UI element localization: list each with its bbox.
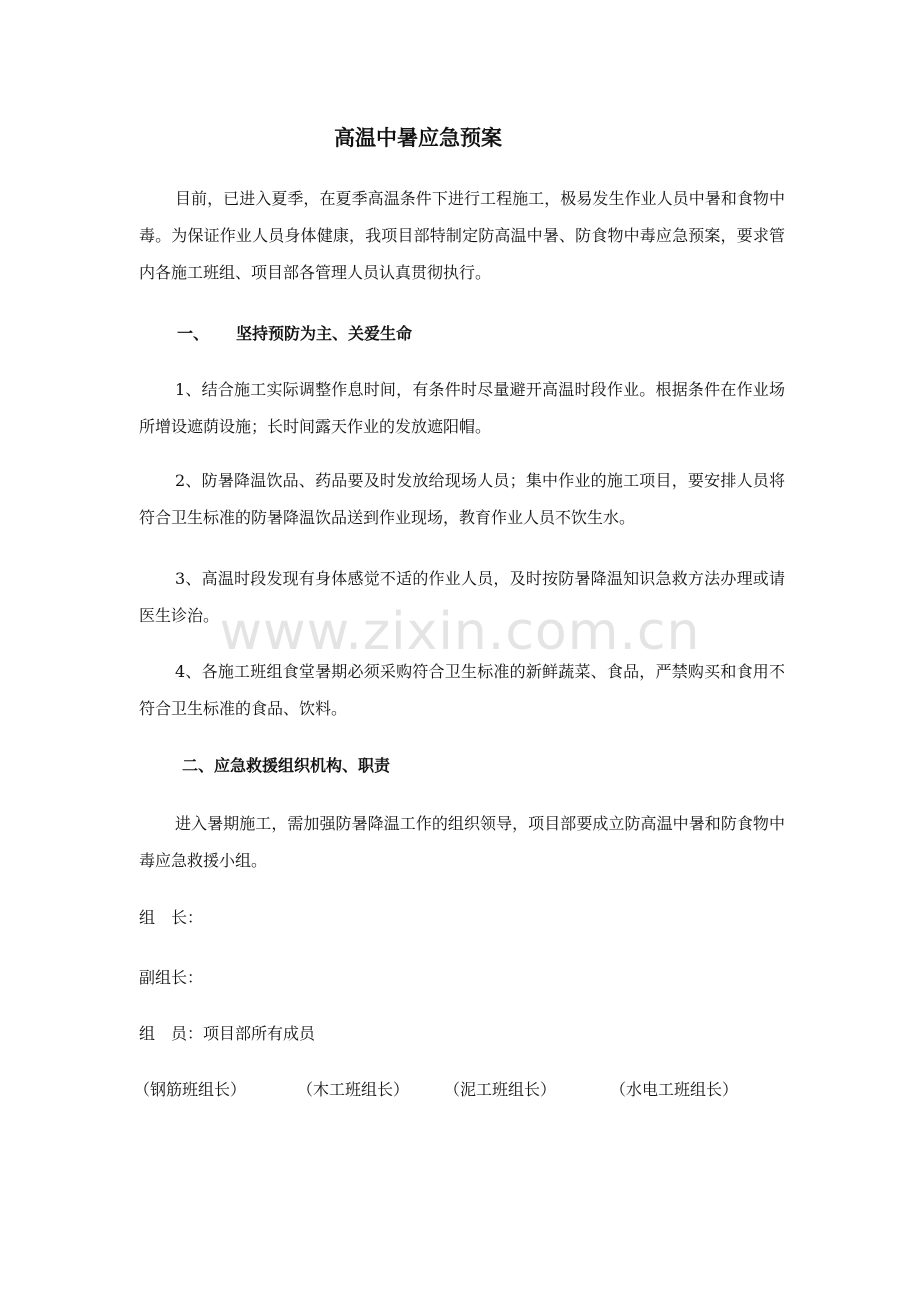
group-leader-steel: （钢筋班组长） xyxy=(134,1080,247,1099)
section1-item-4: 4、各施工班组食堂暑期必须采购符合卫生标准的新鲜蔬菜、食品，严禁购买和食用不符合卫生标准的食品、饮料。 xyxy=(139,662,785,718)
intro-paragraph: 目前，已进入夏季，在夏季高温条件下进行工程施工，极易发生作业人员中暑和食物中毒。为保证作业人员身体健康，我项目部特制定防高温中暑、防食物中毒应急预案，要求管内各施工班组、项目部各管理人员认真贯彻执行。 xyxy=(139,189,785,282)
members-label: 组 员： xyxy=(139,1024,204,1043)
section1-item-3: 3、高温时段发现有身体感觉不适的作业人员，及时按防暑降温知识急救方法办理或请医生诊治。 xyxy=(139,569,785,625)
section2-heading: 二、应急救援组织机构、职责 xyxy=(182,756,391,775)
group-leader-masonry: （泥工班组长） xyxy=(444,1080,557,1099)
members-line xyxy=(139,1021,315,1044)
section1-item-2: 2、防暑降温饮品、药品要及时发放给现场人员；集中作业的施工项目，要安排人员将符合卫生标准的防暑降温饮品送到作业现场，教育作业人员不饮生水。 xyxy=(139,471,785,527)
page-title: 高温中暑应急预案 xyxy=(334,126,502,150)
leader-label: 组 长： xyxy=(139,908,204,927)
section1-heading: 坚持预防为主、关爱生命 xyxy=(236,324,413,343)
members-value: 项目部所有成员 xyxy=(203,1024,316,1043)
watermark: www.zixin.com.cn xyxy=(219,602,701,662)
deputy-leader-label: 副组长： xyxy=(139,968,204,987)
section1-number: 一、 xyxy=(177,324,210,343)
section1-item-1: 1、结合施工实际调整作息时间，有条件时尽量避开高温时段作业。根据条件在作业场所增设遮荫设施；长时间露天作业的发放遮阳帽。 xyxy=(139,380,785,436)
section2-paragraph: 进入暑期施工，需加强防暑降温工作的组织领导，项目部要成立防高温中暑和防食物中毒应急救援小组。 xyxy=(139,814,785,870)
group-leader-plumbing-electrical: （水电工班组长） xyxy=(610,1080,739,1099)
group-leader-carpentry: （木工班组长） xyxy=(297,1080,410,1099)
